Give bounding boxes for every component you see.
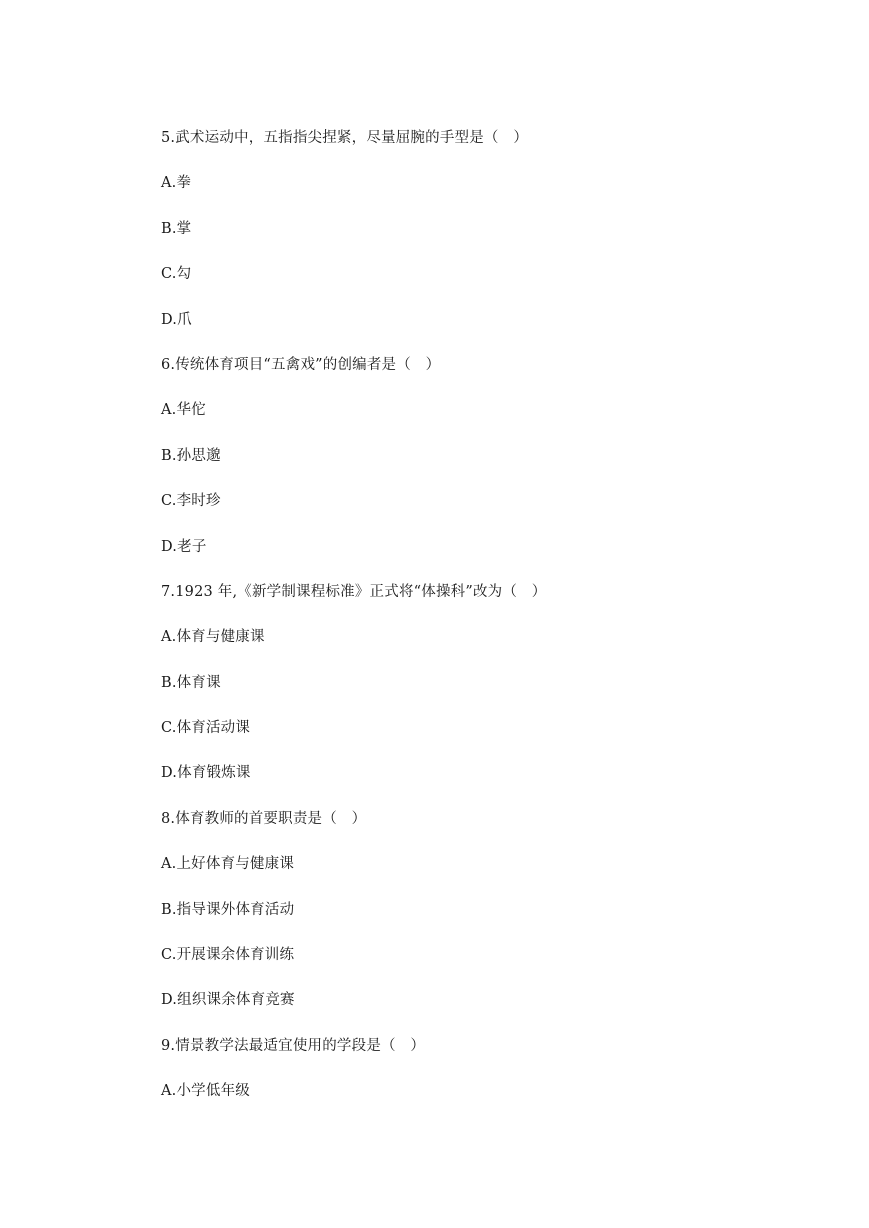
question-8-option-b: B.指导课外体育活动 [161, 901, 295, 918]
question-7-option-c: C.体育活动课 [161, 720, 251, 737]
question-6-option-b: B.孙思邈 [161, 447, 221, 464]
question-6-option-c: C.李时珍 [161, 493, 221, 510]
question-7-option-d: D.体育锻炼课 [161, 765, 251, 782]
question-8-stem: 8.体育教师的首要职责是（ ） [161, 810, 367, 827]
question-7-option-a: A.体育与健康课 [161, 629, 265, 646]
question-8-option-d: D.组织课余体育竞赛 [161, 992, 295, 1009]
question-6-stem: 6.传统体育项目“五禽戏”的创编者是（ ） [161, 356, 441, 373]
question-5-option-d: D.爪 [161, 311, 192, 328]
question-6-option-d: D.老子 [161, 538, 207, 555]
question-5-option-c: C.勾 [161, 266, 192, 283]
question-7-stem: 7.1923 年,《新学制课程标准》正式将“体操科”改为（ ） [161, 583, 547, 600]
question-9-stem: 9.情景教学法最适宜使用的学段是（ ） [161, 1037, 426, 1054]
question-8-option-c: C.开展课余体育训练 [161, 947, 295, 964]
question-7-option-b: B.体育课 [161, 674, 221, 691]
question-8-option-a: A.上好体育与健康课 [161, 856, 295, 873]
question-6-option-a: A.华佗 [161, 402, 206, 419]
question-list [161, 127, 761, 1126]
question-5-option-b: B.掌 [161, 220, 192, 237]
question-5-stem: 5.武术运动中，五指指尖捏紧，尽量屈腕的手型是（ ） [161, 130, 529, 146]
question-9-option-a: A.小学低年级 [161, 1083, 250, 1100]
question-5-option-a: A.拳 [161, 175, 192, 192]
